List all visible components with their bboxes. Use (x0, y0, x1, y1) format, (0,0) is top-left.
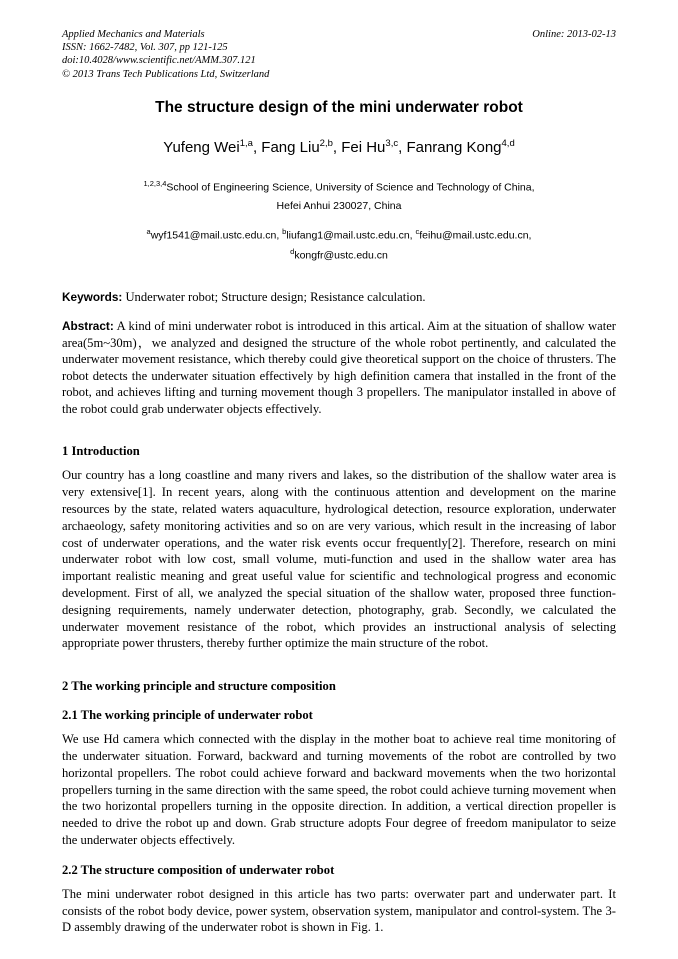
journal-copyright: © 2013 Trans Tech Publications Ltd, Switzerland (62, 68, 270, 80)
author-sep-3: , (398, 138, 407, 156)
section-heading-1: 1 Introduction (62, 444, 140, 459)
affiliation-line-1: School of Engineering Science, University of Science and Technology of China, (166, 181, 535, 194)
journal-name: Applied Mechanics and Materials (62, 29, 205, 40)
keywords-label: Keywords: (62, 290, 123, 305)
section-heading-2: 2 The working principle and structure composition (62, 679, 336, 694)
author-name-1: Yufeng Wei (163, 138, 240, 156)
abstract-label: Abstract: (62, 318, 114, 333)
journal-issn: ISSN: 1662-7482, Vol. 307, pp 121-125 (62, 42, 228, 54)
page-title: The structure design of the mini underwater robot (155, 98, 523, 116)
author-sup-2: 2,b (319, 137, 333, 149)
keywords-block (62, 289, 616, 305)
email-sup-c: c (415, 227, 420, 237)
author-sup-1: 1,a (239, 137, 253, 149)
email-b: liufang1@mail.ustc.edu.cn, (286, 229, 416, 242)
keywords-text: Underwater robot; Structure design; Resistance calculation. (122, 290, 426, 305)
subsection-2-2-paragraph: The mini underwater robot designed in this article has two parts: overwater part and underwater part. It consists of the robot body device, power system, observation system, manipulator and control-system. The 3-D assembly drawing of the underwater robot is shown in Fig. 1. (62, 886, 616, 935)
affiliation-line-2: Hefei Anhui 230027, China (276, 200, 402, 213)
affiliation (62, 174, 616, 217)
author-emails (62, 224, 616, 263)
online-date: Online: 2013-02-13 (532, 29, 616, 40)
author-name-2: Fang Liu (261, 138, 320, 156)
section-1-paragraph-1: Our country has a long coastline and many rivers and lakes, so the distribution of the shallow water area is very extensive[1]. In recent years, along with the continuous attention and development on the marine resources by the state, related waters aquaculture, hydrological detection, resource exploration, underwater archaeology, safety monitoring activities and so on are very various, which result in the increasing of labor cost of underwater operations, and the water risk events occur frequently[2]. Therefore, research on mini underwater robot with low cost, small volume, muti-function and used in the shallow water area has important realistic meaning and great useful value for scientific and technological progress and economic development. First of all, we analyzed the special situation of the shallow water, proposed three function-designing requirements, namely underwater detection, photography, grab. Secondly, we calculated the underwater movement resistance of the robot, which provides an instructional analysis of selecting appropriate power thrusters, thereby further optimize the main structure of the robot. (62, 468, 616, 651)
author-name-4: Fanrang Kong (406, 138, 502, 156)
journal-header (62, 28, 616, 81)
affiliation-sup: 1,2,3,4 (143, 178, 167, 188)
abstract-block (62, 318, 616, 418)
email-sup-b: b (282, 227, 287, 237)
author-sep-2: , (332, 138, 342, 156)
email-sup-a: a (146, 227, 151, 237)
subsection-2-1-paragraph: We use Hd camera which connected with the display in the mother boat to achieve real time monitoring of the underwater situation. Forward, backward and turning movements of the robot are controlled by two horizontal propellers. The robot could achieve forward and backward movements when the two horizontal propellers turning in the same direction with the same speed, the robot could achieve turning movement when the two horizontal propellers turning in the opposite direction. In addition, a vertical direction propeller is needed to drive the robot up and down. Grab structure adopts Four degree of freedom manipulator to seize the underwater objects effectively. (62, 732, 616, 848)
author-sup-3: 3,c (385, 137, 399, 149)
journal-doi: doi:10.4028/www.scientific.net/AMM.307.121 (62, 55, 256, 67)
author-name-3: Fei Hu (341, 138, 386, 156)
email-d: kongfr@ustc.edu.cn (294, 249, 388, 262)
author-list (62, 134, 616, 158)
email-sup-d: d (290, 246, 295, 256)
author-sep-1: , (252, 138, 262, 156)
email-a: wyf1541@mail.ustc.edu.cn, (150, 229, 283, 242)
author-sup-4: 4,d (501, 137, 515, 149)
subsection-heading-2-2: 2.2 The structure composition of underwater robot (62, 862, 335, 877)
email-c: feihu@mail.ustc.edu.cn, (419, 229, 532, 242)
subsection-heading-2-1: 2.1 The working principle of underwater robot (62, 708, 313, 723)
abstract-text: A kind of mini underwater robot is introduced in this artical. Aim at the situation of shallow water area(5m~30m)，we analyzed and designed the structure of the whole robot pertinently, and calculated the underwater movement resistance, which thereby could give theoretical support on the choice of thrusters. The robot detects the underwater situation effectively by high definition camera that installed in the front of the robot, and achieves lifting and turning movement though 3 propellers. The manipulator installed in above of the robot could grab underwater objects effectively. (62, 318, 616, 416)
